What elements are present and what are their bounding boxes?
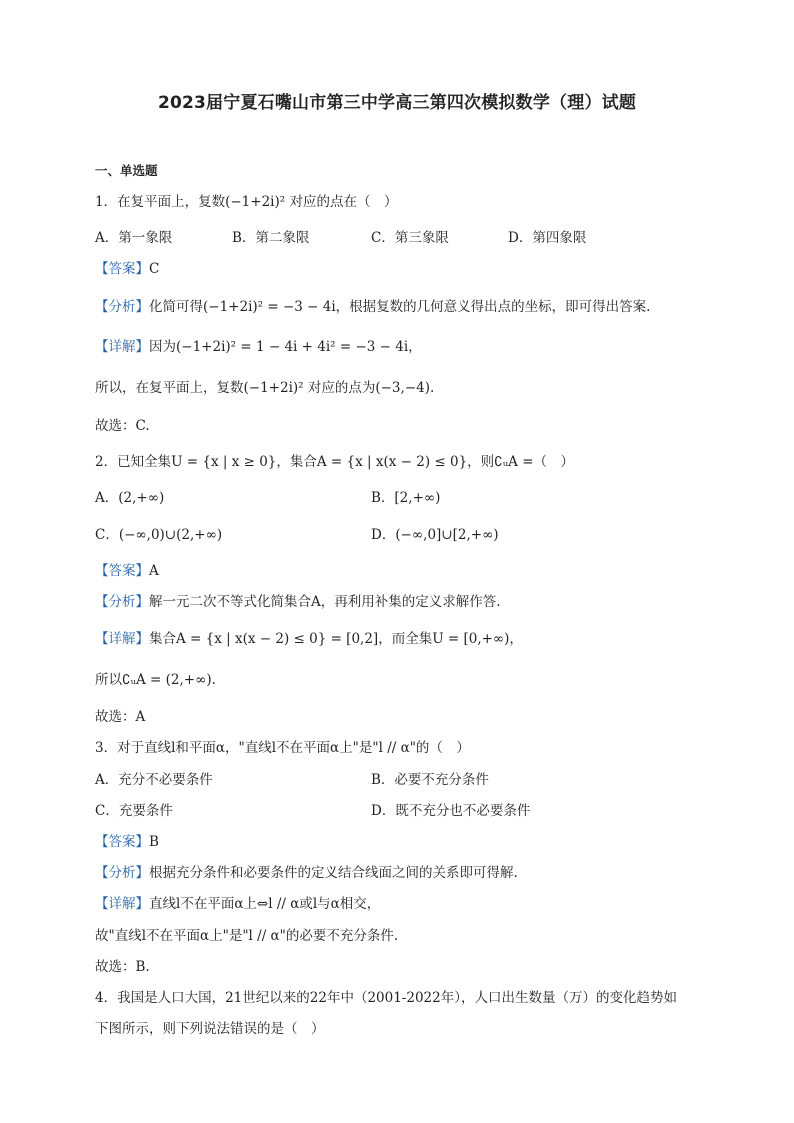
q1-option-b: B．第二象限 <box>232 230 310 246</box>
q1-choose: 故选：C. <box>95 418 150 434</box>
q2-stem: 2．已知全集U = {x | x ≥ 0}，集合A = {x | x(x − 2) ≤ 0}，则∁ᵤA =（ ） <box>95 454 574 470</box>
analysis-tag: 【分析】 <box>95 865 149 881</box>
q2-analysis-text: 解一元二次不等式化简集合A，再利用补集的定义求解作答. <box>149 594 501 610</box>
q3-choose: 故选：B. <box>95 959 150 975</box>
q1-answer-value: C <box>149 261 160 277</box>
answer-tag: 【答案】 <box>95 834 149 850</box>
q3-option-c: C．充要条件 <box>95 803 173 819</box>
q1-option-c: C．第三象限 <box>371 230 449 246</box>
q1-detail-text: 因为(−1+2i)² = 1 − 4i + 4i² = −3 − 4i， <box>149 339 422 355</box>
q2-option-c: C．(−∞,0)∪(2,+∞) <box>95 527 223 543</box>
answer-tag: 【答案】 <box>95 261 149 277</box>
q1-conclusion: 所以，在复平面上，复数(−1+2i)² 对应的点为(−3,−4). <box>95 380 435 396</box>
q2-option-b: B．[2,+∞) <box>371 490 441 506</box>
q3-option-a: A．充分不必要条件 <box>95 772 213 788</box>
section-heading: 一、单选题 <box>95 163 158 178</box>
q3-detail <box>95 894 380 914</box>
q1-detail <box>95 337 422 357</box>
q3-detail-text: 直线l不在平面α上⇔l // α或l与α相交， <box>149 896 381 912</box>
q3-conclusion: 故"直线l不在平面α上"是"l // α"的必要不充分条件. <box>95 928 399 944</box>
q4-stem-line1: 4．我国是人口大国，21世纪以来的22年中（2001-2022年），人口出生数量（万）的变化趋势如 <box>95 990 677 1006</box>
q3-analysis-text: 根据充分条件和必要条件的定义结合线面之间的关系即可得解. <box>149 865 518 881</box>
q1-stem: 1．在复平面上，复数(−1+2i)² 对应的点在（ ） <box>95 194 398 210</box>
q1-option-d: D．第四象限 <box>508 230 587 246</box>
page-title: 2023届宁夏石嘴山市第三中学高三第四次模拟数学（理）试题 <box>157 93 637 113</box>
q3-analysis <box>95 863 518 883</box>
q3-option-b: B．必要不充分条件 <box>371 772 489 788</box>
analysis-tag: 【分析】 <box>95 594 149 610</box>
q1-analysis-text: 化简可得(−1+2i)² = −3 − 4i，根据复数的几何意义得出点的坐标，即可得出答案. <box>149 299 651 315</box>
q3-answer <box>95 832 159 852</box>
q2-option-a: A．(2,+∞) <box>95 490 165 506</box>
q2-analysis <box>95 592 501 612</box>
detail-tag: 【详解】 <box>95 896 149 912</box>
q3-answer-value: B <box>149 834 159 850</box>
q1-answer <box>95 259 159 279</box>
detail-tag: 【详解】 <box>95 339 149 355</box>
q2-answer <box>95 561 159 581</box>
q2-detail <box>95 629 523 649</box>
analysis-tag: 【分析】 <box>95 299 149 315</box>
q3-stem: 3．对于直线l和平面α，"直线l不在平面α上"是"l // α"的（ ） <box>95 740 470 756</box>
q1-analysis <box>95 297 650 317</box>
q4-stem-line2: 下图所示，则下列说法错误的是（ ） <box>95 1021 325 1037</box>
q2-detail-text: 集合A = {x | x(x − 2) ≤ 0} = [0,2]，而全集U = [0,+∞)， <box>149 631 523 647</box>
detail-tag: 【详解】 <box>95 631 149 647</box>
q2-option-d: D．(−∞,0]∪[2,+∞) <box>371 527 499 543</box>
q2-conclusion: 所以∁ᵤA = (2,+∞). <box>95 672 216 688</box>
answer-tag: 【答案】 <box>95 563 149 579</box>
q1-option-a: A．第一象限 <box>95 230 173 246</box>
q3-option-d: D．既不充分也不必要条件 <box>371 803 531 819</box>
q2-choose: 故选：A <box>95 709 146 725</box>
q2-answer-value: A <box>149 563 159 579</box>
